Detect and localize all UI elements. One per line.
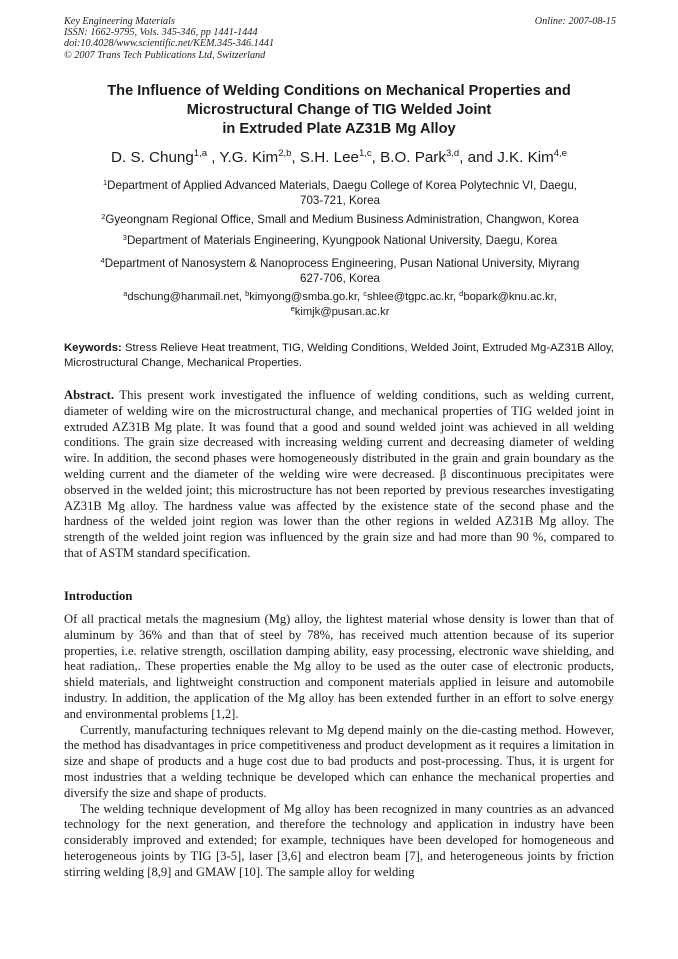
affiliation-4: $^4$Department of Nanosystem & Nanoprocess Engineering, Pusan National University, Miyrang 627-706, Korea — [100, 256, 580, 286]
title-line-3: in Extruded Plate AZ31B Mg Alloy — [222, 121, 456, 138]
affiliation-2: $^2$Gyeongnam Regional Office, Small and Medium Business Administration, Changwon, Korea — [101, 212, 579, 226]
affiliation-1: $^1$Department of Applied Advanced Materials, Daegu College of Korea Polytechnic VI, Daegu, 703-721, Korea — [103, 178, 577, 208]
paragraph: The welding technique development of Mg alloy has been recognized in many countries as an advanced technology for the next generation, and therefore the technology and application in industry have been considerably improved and extended; for example, techniques have been developed for homogeneous and heterogeneous joints by TIG [3-5], laser [3,6] and electron beam [7], and heterogeneous joints by friction stirring welding [8,9] and GMAW [10]. The sample alloy for welding — [64, 801, 614, 879]
abstract — [64, 388, 614, 562]
author-list — [40, 148, 638, 168]
author-emails — [64, 290, 616, 319]
affiliation-3: $^3$Department of Materials Engineering, Kyungpook National University, Daegu, Korea — [122, 233, 558, 247]
abstract-label: Abstract. — [64, 388, 115, 402]
title-line-2: Microstructural Change of TIG Welded Joint — [186, 102, 492, 119]
author: Y.G. Kim$^{2,b}$, — [219, 148, 300, 166]
introduction-body — [64, 612, 614, 881]
paragraph: Of all practical metals the magnesium (Mg) alloy, the lightest material whose density is lower than that of aluminum by 36% and than that of steel by 78%, has received much attention because of its superior properties, i.e. relative strength, oscillation damping ability, easy processing, electronic wave shielding, and heat radiation,. These properties enable the Mg alloy to be used as the outer case of electronic products, shield materials, and lightweight construction and component materials applied in leisure and automobile industry. In addition, the application of the Mg alloy has been extended further in an effort to solve energy and environmental problems [1,2]. — [64, 612, 614, 721]
doi-line: doi:10.4028/www.scientific.net/KEM.345-346.1441 — [64, 38, 275, 50]
keywords-label: Keywords: — [64, 342, 122, 354]
author: S.H. Lee$^{1,c}$, — [299, 148, 381, 166]
paragraph: Currently, manufacturing techniques relevant to Mg depend mainly on the die-casting method. However, the method has disadvantages in price competitiveness and product development as it requires a limitation in size and shape of products and a huge cost due to bad products and post-processing. Thus, it is urgent for most industries that a welding technique be developed which can enhance the mechanical properties and diversify the size and shape of products. — [64, 722, 614, 800]
email: $^c$shlee@tgpc.ac.kr, — [363, 289, 460, 303]
email: $^b$kimyong@smba.go.kr, — [245, 289, 364, 303]
online-date: Online: 2007-08-15 — [534, 16, 616, 27]
journal-header — [64, 16, 616, 61]
email: $^a$dschung@hanmail.net, — [123, 289, 246, 303]
email: $^e$kimjk@pusan.ac.kr — [290, 303, 390, 318]
copyright-line: © 2007 Trans Tech Publications Ltd, Switzerland — [64, 49, 266, 61]
abstract-text: This present work investigated the influence of welding conditions, such as welding current, diameter of welding wire on the microstructural change, and mechanical properties of TIG welded joint in extruded AZ31B Mg plate. It was found that a good and sound welded joint was achieved in all welding conditions. The grain size decreased with increasing welding current and decreasing diameter of welding wire. In addition, the second phases were homogeneously distributed in the grain and grain boundary as the welding current and the diameter of the welding wire were decreased. β discontinuous precipitates were observed in the welded joint; this microstructure has not been reported by previous researches investigating AZ31B Mg alloy. The hardness value was affected by the existence state of the second phase and the hardness of the welded joint region was lower than the other regions in welded AZ31B Mg alloy. The strength of the welded joint region was influenced by the grain size and had more than 90 %, compared to that of ASTM standard specification. — [64, 388, 614, 560]
section-heading-introduction: Introduction — [64, 589, 133, 603]
paper-title — [40, 82, 638, 140]
keywords-text: Stress Relieve Heat treatment, TIG, Welding Conditions, Welded Joint, Extruded Mg-AZ31B Alloy, Microstructural Change, Mechanical Properties. — [64, 342, 614, 370]
journal-name: Key Engineering Materials — [64, 16, 175, 27]
issn-line: ISSN: 1662-9795, Vols. 345-346, pp 1441-1444 — [64, 27, 258, 39]
author: B.O. Park$^{3,d}$, and — [380, 148, 498, 166]
keywords — [64, 341, 614, 372]
email: $^d$bopark@knu.ac.kr, — [459, 289, 557, 303]
title-line-1: The Influence of Welding Conditions on Mechanical Properties and — [107, 83, 571, 99]
author: J.K. Kim$^{4,e}$ — [497, 148, 567, 166]
author: D. S. Chung$^{1,a}$ , — [111, 148, 220, 166]
